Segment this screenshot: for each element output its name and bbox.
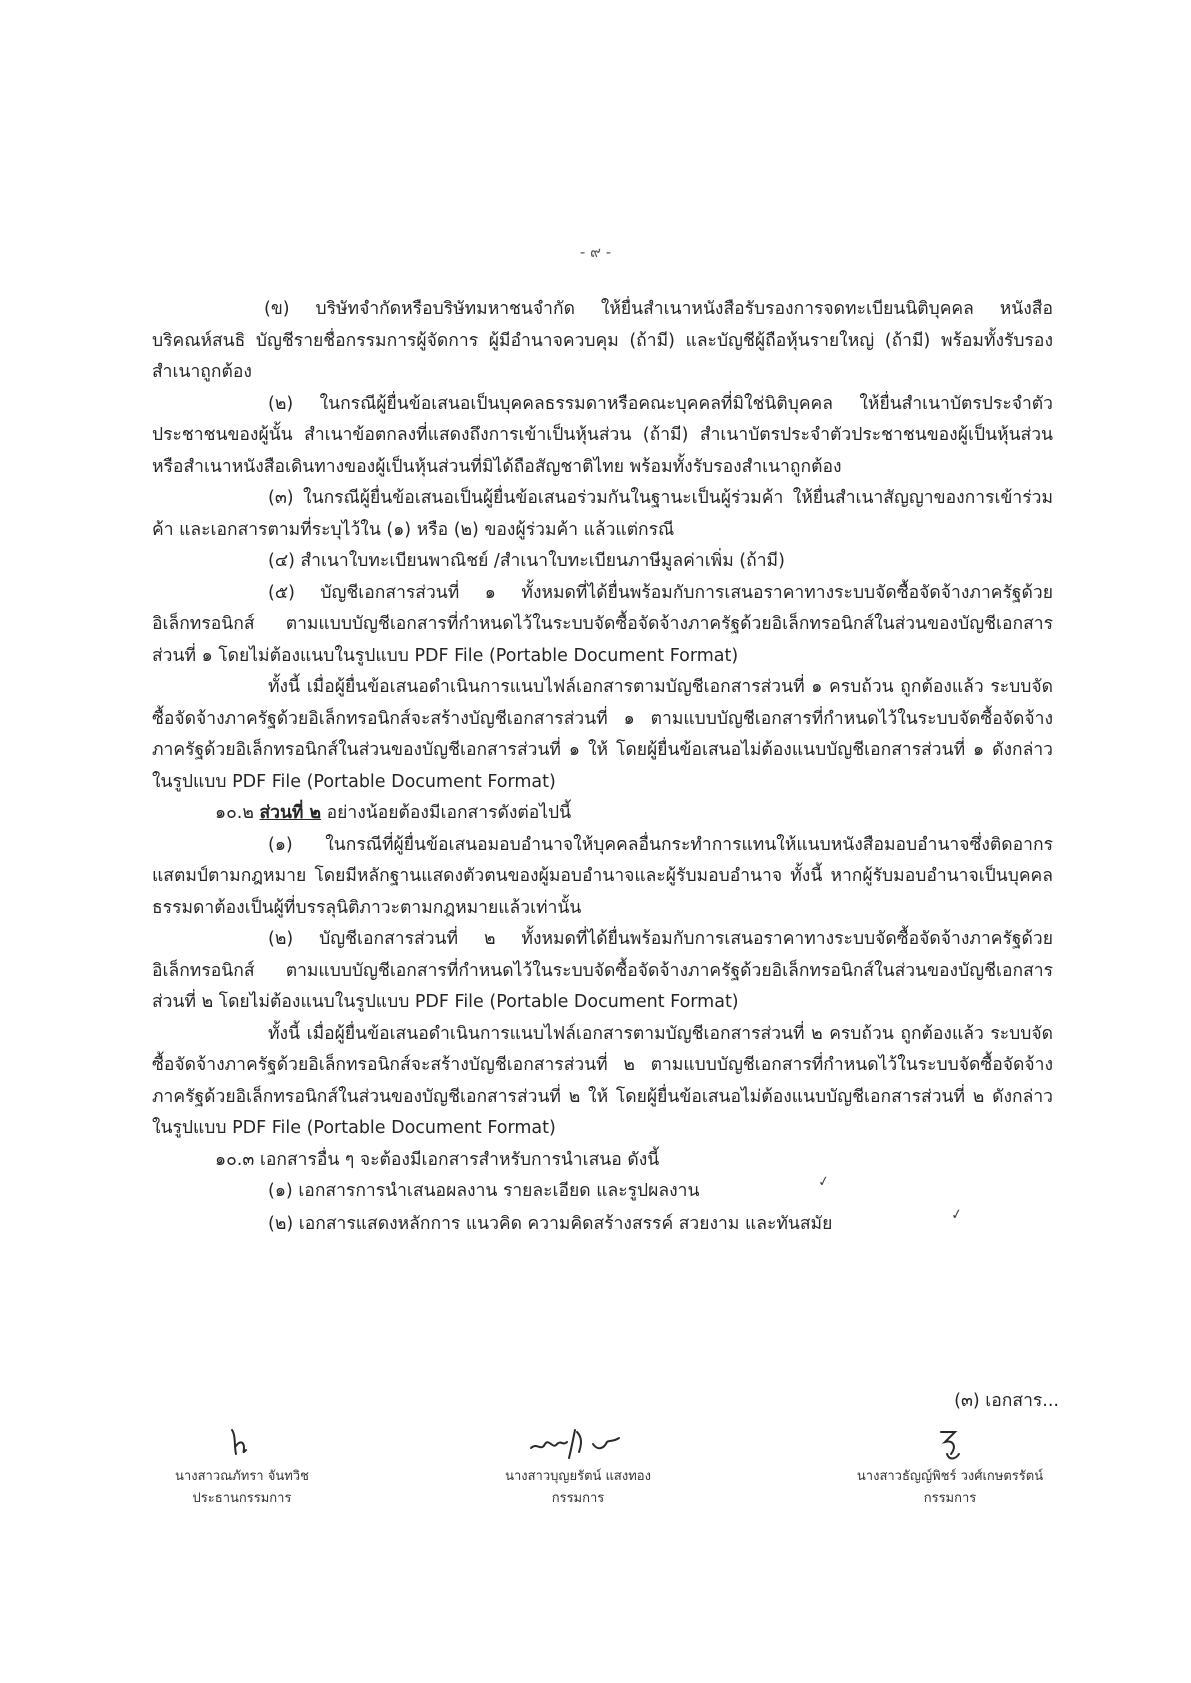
signatory-name: นางสาวธัญญ์พิชร์ วงศ์เกษตรรัตน์ [856, 1469, 1044, 1484]
section-2-note: ทั้งนี้ เมื่อผู้ยื่นข้อเสนอดำเนินการแนบไฟล์เอกสารตามบัญชีเอกสารส่วนที่ ๒ ครบถ้วน ถูกต้องแล้ว ระบบจัดซื้อจัดจ้างภาครัฐด้วยอิเล็กทรอนิกส์จะสร้างบัญชีเอกสารส่วนที่ ๒ ตามแบบบัญชีเอกสารที่กำหนดไว้ในระบบจัดซื้อจัดจ้างภาครัฐด้วยอิเล็กทรอนิกส์ในส่วนของบัญชีเอกสารส่วนที่ ๒ ให้ โดยผู้ยื่นข้อเสนอไม่ต้องแนบบัญชีเอกสารส่วนที่ ๒ ดังกล่าว ในรูปแบบ PDF File (Portable Document Format) [152, 1023, 1053, 1138]
section-2-paragraph-2: (๒) บัญชีเอกสารส่วนที่ ๒ ทั้งหมดที่ได้ยื่นพร้อมกับการเสนอราคาทางระบบจัดซื้อจัดจ้างภาครัฐด้วยอิเล็กทรอนิกส์ ตามแบบบัญชีเอกสารที่กำหนดไว้ในระบบจัดซื้อจัดจ้างภาครัฐด้วยอิเล็กทรอนิกส์ในส่วนของบัญชีเอกสารส่วนที่ ๒ โดยไม่ต้องแนบในรูปแบบ PDF File (Portable Document Format) [152, 929, 1053, 1012]
paragraph-5-note: ทั้งนี้ เมื่อผู้ยื่นข้อเสนอดำเนินการแนบไฟล์เอกสารตามบัญชีเอกสารส่วนที่ ๑ ครบถ้วน ถูกต้องแล้ว ระบบจัดซื้อจัดจ้างภาครัฐด้วยอิเล็กทรอนิกส์จะสร้างบัญชีเอกสารส่วนที่ ๑ ตามแบบบัญชีเอกสารที่กำหนดไว้ในระบบจัดซื้อจัดจ้างภาครัฐด้วยอิเล็กทรอนิกส์ในส่วนของบัญชีเอกสารส่วนที่ ๑ ให้ โดยผู้ยื่นข้อเสนอไม่ต้องแนบบัญชีเอกสารส่วนที่ ๑ ดังกล่าวในรูปแบบ PDF File (Portable Document Format) [152, 677, 1053, 792]
section-2-paragraph-1: (๑) ในกรณีที่ผู้ยื่นข้อเสนอมอบอำนาจให้บุคคลอื่นกระทำการแทนให้แนบหนังสือมอบอำนาจซึ่งติดอากรแสตมป์ตามกฎหมาย โดยมีหลักฐานแสดงตัวตนของผู้มอบอำนาจและผู้รับมอบอำนาจ ทั้งนี้ หากผู้รับมอบอำนาจเป็นบุคคลธรรมดาต้องเป็นผู้ที่บรรลุนิติภาวะตามกฎหมายแล้วเท่านั้น [152, 834, 1053, 918]
section-10-2-desc: อย่างน้อยต้องมีเอกสารดังต่อไปนี้ [321, 803, 572, 823]
paragraph-2: (๒) ในกรณีผู้ยื่นข้อเสนอเป็นบุคคลธรรมดาหรือคณะบุคคลที่มิใช่นิติบุคคล ให้ยื่นสำเนาบัตรประจำตัวประชาชนของผู้นั้น สำเนาข้อตกลงที่แสดงถึงการเข้าเป็นหุ้นส่วน (ถ้ามี) สำเนาบัตรประจำตัวประชาชนของผู้เป็นหุ้นส่วน หรือสำเนาหนังสือเดินทางของผู้เป็นหุ้นส่วนที่มิได้ถือสัญชาติไทย พร้อมทั้งรับรองสำเนาถูกต้อง [152, 393, 1053, 477]
check-mark-icon: ✓ [817, 1173, 832, 1191]
signatory-role: ประธานกรรมการ [192, 1491, 292, 1506]
signature-block-member-1 [458, 1420, 698, 1510]
section-10-2-number: ๑๐.๒ [215, 803, 260, 823]
signatory-role: กรรมการ [551, 1491, 605, 1506]
handwritten-signature [122, 1420, 362, 1466]
signature-block-member-2 [830, 1420, 1070, 1510]
section-3-item-2 [152, 1205, 1053, 1242]
paragraph-4: (๔) สำเนาใบทะเบียนพาณิชย์ /สำเนาใบทะเบียนภาษีมูลค่าเพิ่ม (ถ้ามี) [268, 551, 785, 571]
signatory-name: นางสาวบุญยรัตน์ แสงทอง [505, 1469, 651, 1484]
section-10-2-heading [152, 798, 1053, 830]
section-10-2-part-label: ส่วนที่ ๒ [259, 803, 322, 823]
signatory-role: กรรมการ [923, 1491, 977, 1506]
section-3-item-2-text: (๒) เอกสารแสดงหลักการ แนวคิด ความคิดสร้างสรรค์ สวยงาม และทันสมัย [268, 1213, 833, 1234]
handwritten-signature [830, 1420, 1070, 1466]
section-10-3-heading: ๑๐.๓ เอกสารอื่น ๆ จะต้องมีเอกสารสำหรับการนำเสนอ ดังนี้ [215, 1149, 660, 1170]
check-mark-icon: ✓ [950, 1205, 965, 1224]
continuation-marker: (๓) เอกสาร... [954, 1391, 1059, 1411]
signature-block-chair [122, 1420, 362, 1510]
handwritten-signature [458, 1420, 698, 1466]
section-3-item-1-text: (๑) เอกสารการนำเสนอผลงาน รายละเอียด และรูปผลงาน [268, 1181, 700, 1201]
page-number: - ๙ - [579, 243, 612, 261]
document-body [152, 294, 1053, 1241]
paragraph-5: (๕) บัญชีเอกสารส่วนที่ ๑ ทั้งหมดที่ได้ยื่นพร้อมกับการเสนอราคาทางระบบจัดซื้อจัดจ้างภาครัฐด้วยอิเล็กทรอนิกส์ ตามแบบบัญชีเอกสารที่กำหนดไว้ในระบบจัดซื้อจัดจ้างภาครัฐด้วยอิเล็กทรอนิกส์ในส่วนของบัญชีเอกสารส่วนที่ ๑ โดยไม่ต้องแนบในรูปแบบ PDF File (Portable Document Format) [152, 582, 1053, 666]
signature-section [0, 1420, 1191, 1540]
paragraph-kho: (ข) บริษัทจำกัดหรือบริษัทมหาชนจำกัด ให้ยื่นสำเนาหนังสือรับรองการจดทะเบียนนิติบุคคล หนังสือบริคณห์สนธิ บัญชีรายชื่อกรรมการผู้จัดการ ผู้มีอำนาจควบคุม (ถ้ามี) และบัญชีผู้ถือหุ้นรายใหญ่ (ถ้ามี) พร้อมทั้งรับรองสำเนาถูกต้อง [152, 299, 1053, 382]
section-3-item-1 [152, 1173, 1053, 1209]
paragraph-3: (๓) ในกรณีผู้ยื่นข้อเสนอเป็นผู้ยื่นข้อเสนอร่วมกันในฐานะเป็นผู้ร่วมค้า ให้ยื่นสำเนาสัญญาของการเข้าร่วมค้า และเอกสารตามที่ระบุไว้ใน (๑) หรือ (๒) ของผู้ร่วมค้า แล้วแต่กรณี [152, 488, 1053, 540]
signatory-name: นางสาวณภัทรา จันทวิช [175, 1469, 309, 1484]
